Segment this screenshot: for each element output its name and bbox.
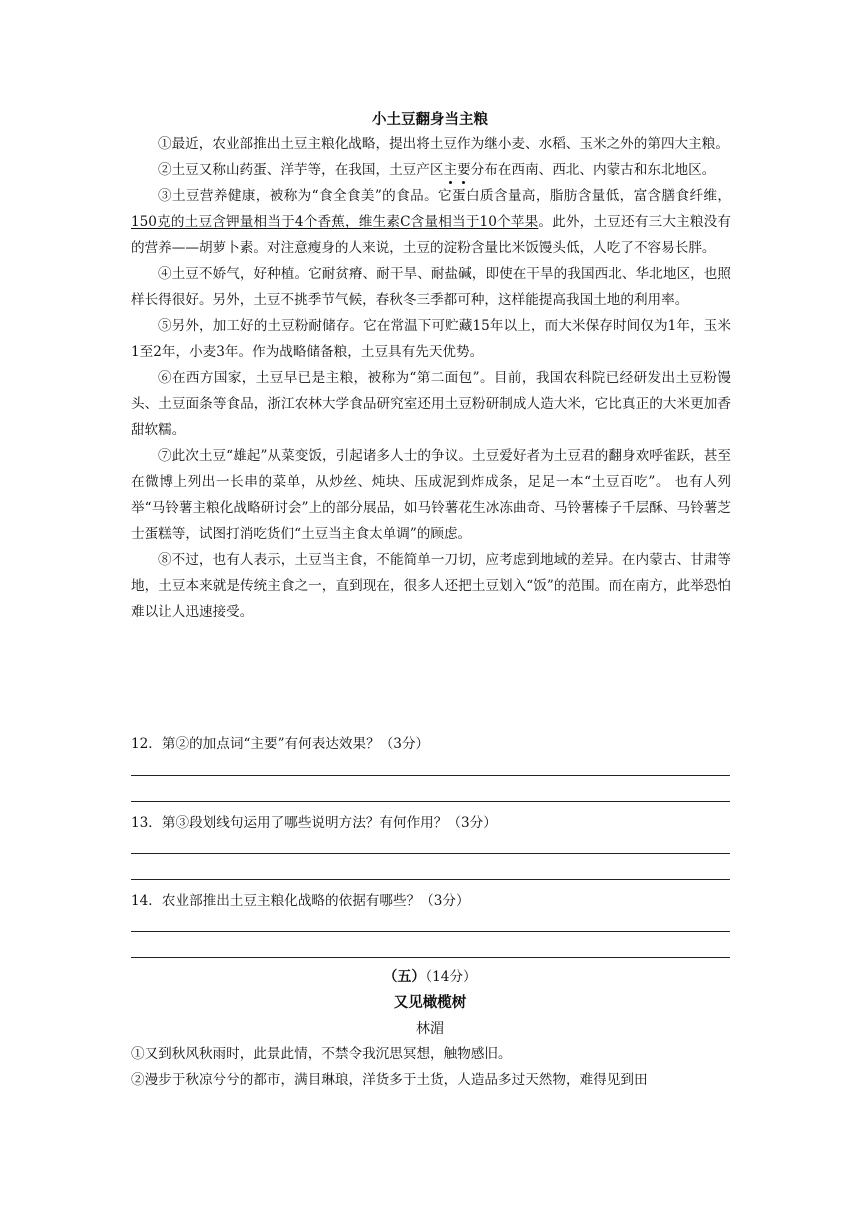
essay-paragraph-2: ②漫步于秋凉兮兮的都市，满目琳琅，洋货多于土货，人造品多过天然物，难得见到田 [131, 1072, 648, 1088]
paragraph-2-text-a: ②土豆又称山药蛋、洋芋等，在我国，土豆产区 [158, 162, 444, 178]
answer-line-13a[interactable] [131, 853, 730, 854]
paragraph-6: ⑥在西方国家，土豆早已是主粮，被称为“第二面包”。目前，我国农科院已经研发出土豆粉馒头、土豆面条等食品，浙江农林大学食品研究室还用土豆粉研制成人造大米，它比真正的大米更加香甜软糯。 [131, 370, 731, 438]
essay-title: 又见橄榄树 [393, 995, 467, 1011]
answer-line-12a[interactable] [131, 775, 730, 776]
section-five-heading: （五） [383, 969, 426, 985]
paragraph-3 [131, 183, 731, 261]
paragraph-8: ⑧不过，也有人表示，土豆当主食，不能简单一刀切，应考虑到地域的差异。在内蒙古、甘肃等地，土豆本来就是传统主食之一，直到现在，很多人还把土豆划入“饭”的范围。而在南方，此举恐怕难以让人迅速接受。 [131, 552, 731, 620]
emphasis-dot-char-2: 要 [457, 162, 471, 178]
paragraph-2-text-b: 分布在西南、西北、内蒙古和东北地区。 [470, 162, 716, 178]
paragraph-3-text-a: ③土豆营养健康，被称为“食全食美”的食品。它蛋白质含量高，脂肪含量低，富含膳食纤维， [158, 188, 731, 204]
emphasis-dot-char-1: 主 [443, 162, 458, 178]
answer-line-14a[interactable] [131, 931, 730, 932]
underlined-sentence: 150克的土豆含钾量相当于4个香蕉，维生素C含量相当于10个苹果 [131, 214, 539, 230]
question-13: 13．第③段划线句运用了哪些说明方法？有何作用？（3分） [131, 815, 497, 831]
section-five-score: （14分） [425, 969, 477, 985]
paragraph-5: ⑤另外，加工好的土豆粉耐储存。它在常温下可贮藏15年以上，而大米保存时间仅为1年，玉米1至2年，小麦3年。作为战略储备粮，土豆具有先天优势。 [131, 318, 731, 360]
section-five-header [0, 967, 860, 987]
answer-line-13b[interactable] [131, 879, 730, 880]
paragraph-2 [131, 157, 731, 183]
paragraph-1: ①最近，农业部推出土豆主粮化战略，提出将土豆作为继小麦、水稻、玉米之外的第四大主粮。 [158, 136, 729, 152]
article-body [131, 131, 731, 625]
answer-line-14b[interactable] [131, 957, 730, 958]
essay-author: 林湄 [416, 1021, 444, 1037]
article-title: 小土豆翻身当主粮 [372, 112, 488, 128]
paragraph-3-text-b: 。此外，土豆还有三大主粮没有的营养——胡萝卜素。对注意瘦身的人来说，土豆的淀粉含量比米饭馒头低，人吃了不容易长胖。 [131, 214, 732, 256]
essay-paragraph-1: ①又到秋风秋雨时，此景此情，不禁令我沉思冥想，触物感旧。 [131, 1046, 512, 1062]
question-14: 14．农业部推出土豆主粮化战略的依据有哪些？（3分） [131, 893, 470, 909]
answer-line-12b[interactable] [131, 801, 730, 802]
essay-body [131, 1041, 731, 1093]
paragraph-4: ④土豆不娇气，好种植。它耐贫瘠、耐干旱、耐盐碱，即使在干旱的我国西北、华北地区，也照样长得很好。另外，土豆不挑季节气候，春秋冬三季都可种，这样能提高我国土地的利用率。 [131, 266, 731, 308]
question-12: 12．第②的加点词“主要”有何表达效果？（3分） [131, 736, 430, 752]
paragraph-7: ⑦此次土豆“雄起”从菜变饭，引起诸多人士的争议。土豆爱好者为土豆君的翻身欢呼雀跃，甚至在微博上列出一长串的菜单，从炒丝、炖块、压成泥到炸成条，足足一本“土豆百吃”。 也有人列举“马铃薯主粮化战略研讨会”上的部分展品，如马铃薯花生冰冻曲奇、马铃薯榛子千层酥、马铃薯芝士蛋糕等，试图打消吃货们“土豆当主食太单调”的顾虑。 [131, 448, 731, 542]
